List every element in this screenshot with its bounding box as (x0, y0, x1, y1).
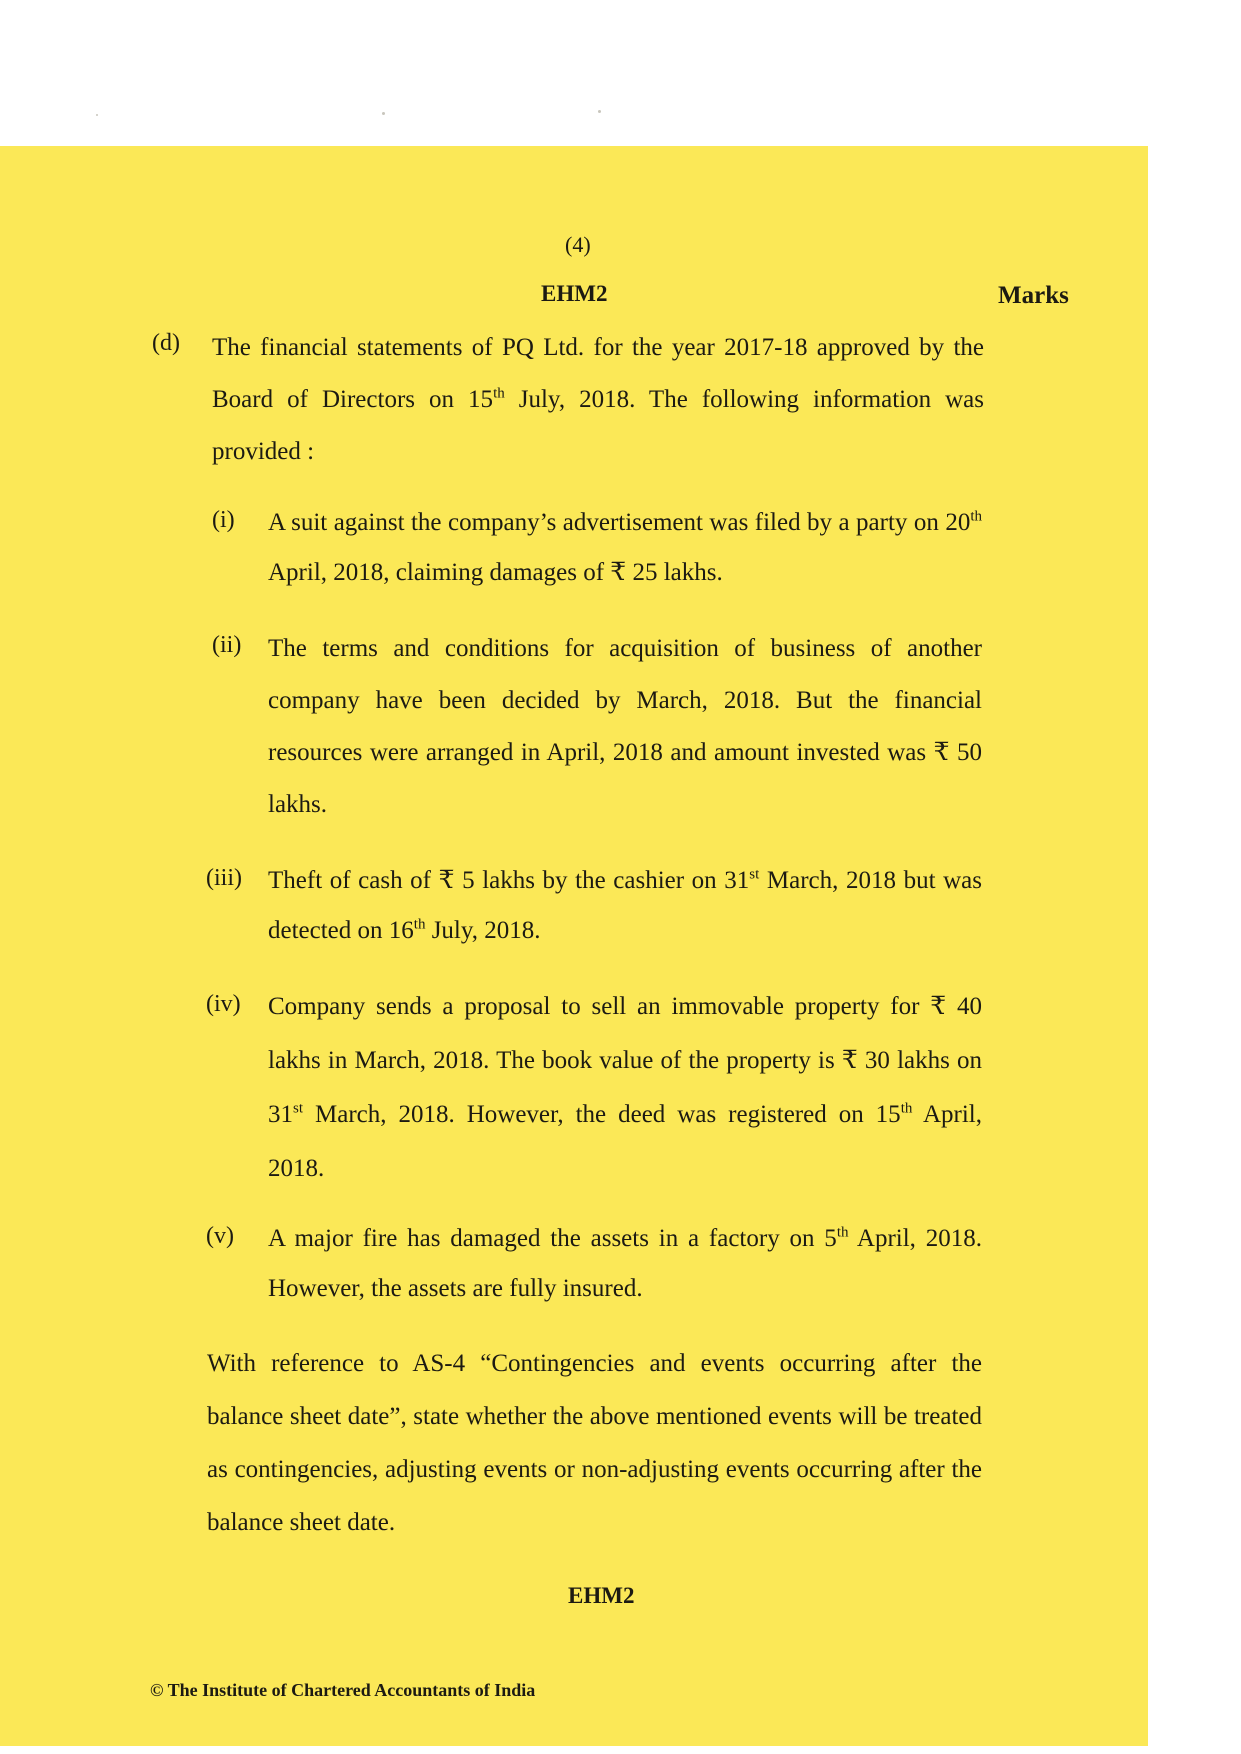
scan-speck (598, 110, 601, 113)
intro-text-1: The financial statements of PQ Ltd. for the year 2017-18 approved by the Board of Directors on 15 (212, 334, 984, 413)
item-number-2: (ii) (212, 632, 242, 658)
question-label: (d) (152, 330, 180, 356)
paper-code-footer: EHM2 (568, 1583, 635, 1608)
item-text-3: Theft of cash of ₹ 5 lakhs by the cashier on 31st March, 2018 but was detected on 16th July, 2018. (268, 866, 983, 944)
item-text-2: The terms and conditions for acquisition of business of another company have been decided by March, 2018. But the financial resources were arranged in April, 2018 and amount invested was ₹ 50 lakhs. (268, 635, 982, 818)
item-number-5: (v) (206, 1223, 234, 1249)
question-intro (212, 322, 984, 478)
item-text-5: A major fire has damaged the assets in a factory on 5th April, 2018. However, the assets are fully insured. (268, 1224, 982, 1302)
question-closing-paragraph: With reference to AS-4 “Contingencies and events occurring after the balance sheet date”, state whether the above mentioned events will be treated as contingencies, adjusting events or non-adjusting events occurring after the balance sheet date. (207, 1350, 982, 1536)
paper-code-header: EHM2 (541, 281, 608, 306)
copyright-notice: © The Institute of Chartered Accountants of India (150, 1680, 536, 1700)
item-text-1: A suit against the company’s advertisement was filed by a party on 20th April, 2018, claiming damages of ₹ 25 lakhs. (268, 508, 982, 586)
item-number-1: (i) (212, 507, 235, 533)
item-number-3: (iii) (206, 865, 242, 891)
intro-superscript: th (493, 385, 505, 402)
intro-text-2: July, 2018. The following information was provided : (212, 386, 984, 465)
item-number-4: (iv) (206, 991, 241, 1017)
scan-speck (96, 114, 98, 116)
page-number: (4) (565, 232, 591, 257)
marks-column-label: Marks (998, 282, 1069, 309)
item-text-4: Company sends a proposal to sell an immovable property for ₹ 40 lakhs in March, 2018. The book value of the property is ₹ 30 lakhs on 31st March, 2018. However, the deed was registered on 15th April, 2018. (268, 993, 982, 1182)
scan-speck (382, 112, 385, 115)
